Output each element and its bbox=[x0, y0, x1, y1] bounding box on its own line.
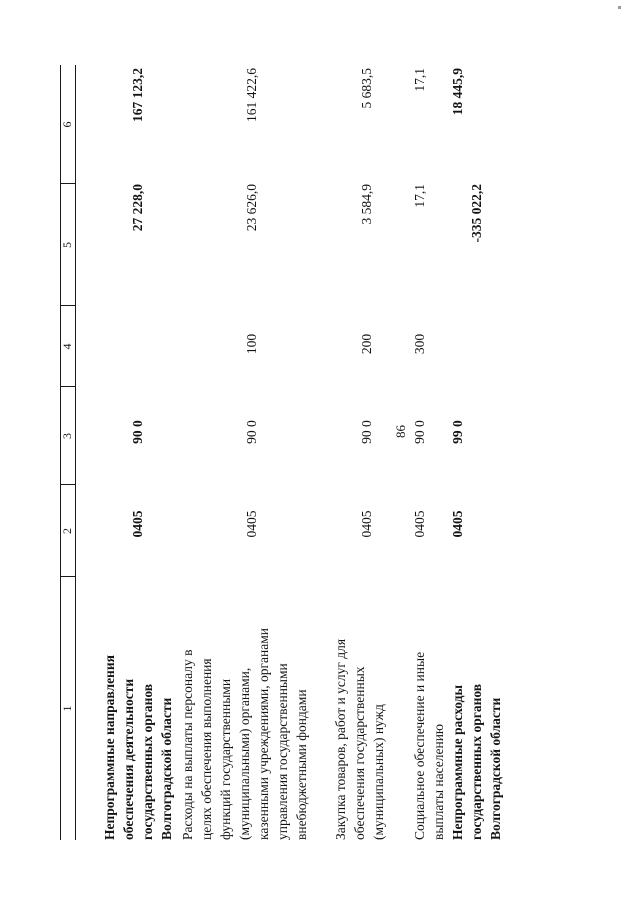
name-line: выплаты населению bbox=[431, 723, 446, 840]
name-line: целях обеспечения выполнения bbox=[199, 658, 214, 840]
row-2-col5: 23 626,0 bbox=[244, 184, 259, 232]
row-1-section: 0405 bbox=[130, 510, 145, 538]
page-number: 86 bbox=[393, 425, 408, 438]
name-line: обеспечения государственных bbox=[352, 666, 367, 840]
header-col-5: 5 bbox=[60, 242, 74, 248]
row-4-section: 0405 bbox=[412, 510, 427, 538]
name-line: Социальное обеспечение и иные bbox=[412, 651, 427, 840]
name-line: государственных органов bbox=[469, 683, 484, 840]
name-line: функций государственными bbox=[218, 678, 233, 840]
row-5-csr: 99 0 bbox=[450, 420, 465, 444]
name-line: (муниципальными) органами, bbox=[237, 667, 252, 840]
row-4-name bbox=[410, 605, 448, 840]
page-content bbox=[60, 65, 542, 840]
name-line: управления государственными bbox=[275, 663, 290, 840]
name-line: государственных органов bbox=[140, 683, 155, 840]
row-3-csr: 90 0 bbox=[359, 420, 374, 444]
header-bottom-border bbox=[75, 65, 76, 840]
row-2-vr: 100 bbox=[244, 333, 259, 355]
row-3-vr: 200 bbox=[359, 333, 374, 355]
row-5-col6: 18 445,9 bbox=[450, 68, 465, 116]
row-5-name bbox=[448, 605, 505, 840]
row-3-name bbox=[331, 605, 388, 840]
row-3-col6: 5 683,5 bbox=[359, 68, 374, 109]
header-col-2: 2 bbox=[60, 528, 74, 534]
row-5-col5: -335 022,2 bbox=[469, 184, 484, 243]
row-1-col6: 167 123,2 bbox=[130, 68, 145, 122]
row-2-col6: 161 422,6 bbox=[244, 68, 259, 122]
scan-mark bbox=[618, 6, 621, 9]
row-4-vr: 300 bbox=[412, 333, 427, 355]
header-col-3: 3 bbox=[60, 433, 74, 439]
row-4-col5: 17,1 bbox=[412, 184, 427, 208]
name-line: Волгоградской области bbox=[159, 697, 174, 840]
header-col-1: 1 bbox=[60, 705, 74, 712]
row-2-section: 0405 bbox=[244, 510, 259, 538]
budget-table bbox=[60, 65, 542, 840]
name-line: Закупка товаров, работ и услуг для bbox=[333, 638, 348, 840]
header-col-4: 4 bbox=[60, 343, 74, 350]
name-line: Расходы на выплаты персоналу в bbox=[180, 649, 195, 840]
name-line: внебюджетными фондами bbox=[294, 689, 309, 840]
name-line: Непрограммные направления bbox=[102, 655, 117, 840]
name-line: обеспечения деятельности bbox=[121, 678, 136, 840]
row-4-col6: 17,1 bbox=[412, 68, 427, 92]
row-4-csr: 90 0 bbox=[412, 420, 427, 444]
row-2-csr: 90 0 bbox=[244, 420, 259, 444]
row-1-col5: 27 228,0 bbox=[130, 184, 145, 232]
name-line: Волгоградской области bbox=[488, 697, 503, 840]
header-col-6: 6 bbox=[60, 121, 74, 128]
name-line: Непрограммные расходы bbox=[450, 684, 465, 840]
name-line: (муниципальных) нужд bbox=[371, 704, 386, 840]
row-1-name bbox=[100, 605, 176, 840]
row-2-name bbox=[178, 605, 311, 840]
row-1-csr: 90 0 bbox=[130, 420, 145, 444]
row-5-section: 0405 bbox=[450, 510, 465, 538]
row-3-section: 0405 bbox=[359, 510, 374, 538]
row-3-col5: 3 584,9 bbox=[359, 184, 374, 225]
name-line: казенными учреждениями, органами bbox=[256, 628, 271, 840]
